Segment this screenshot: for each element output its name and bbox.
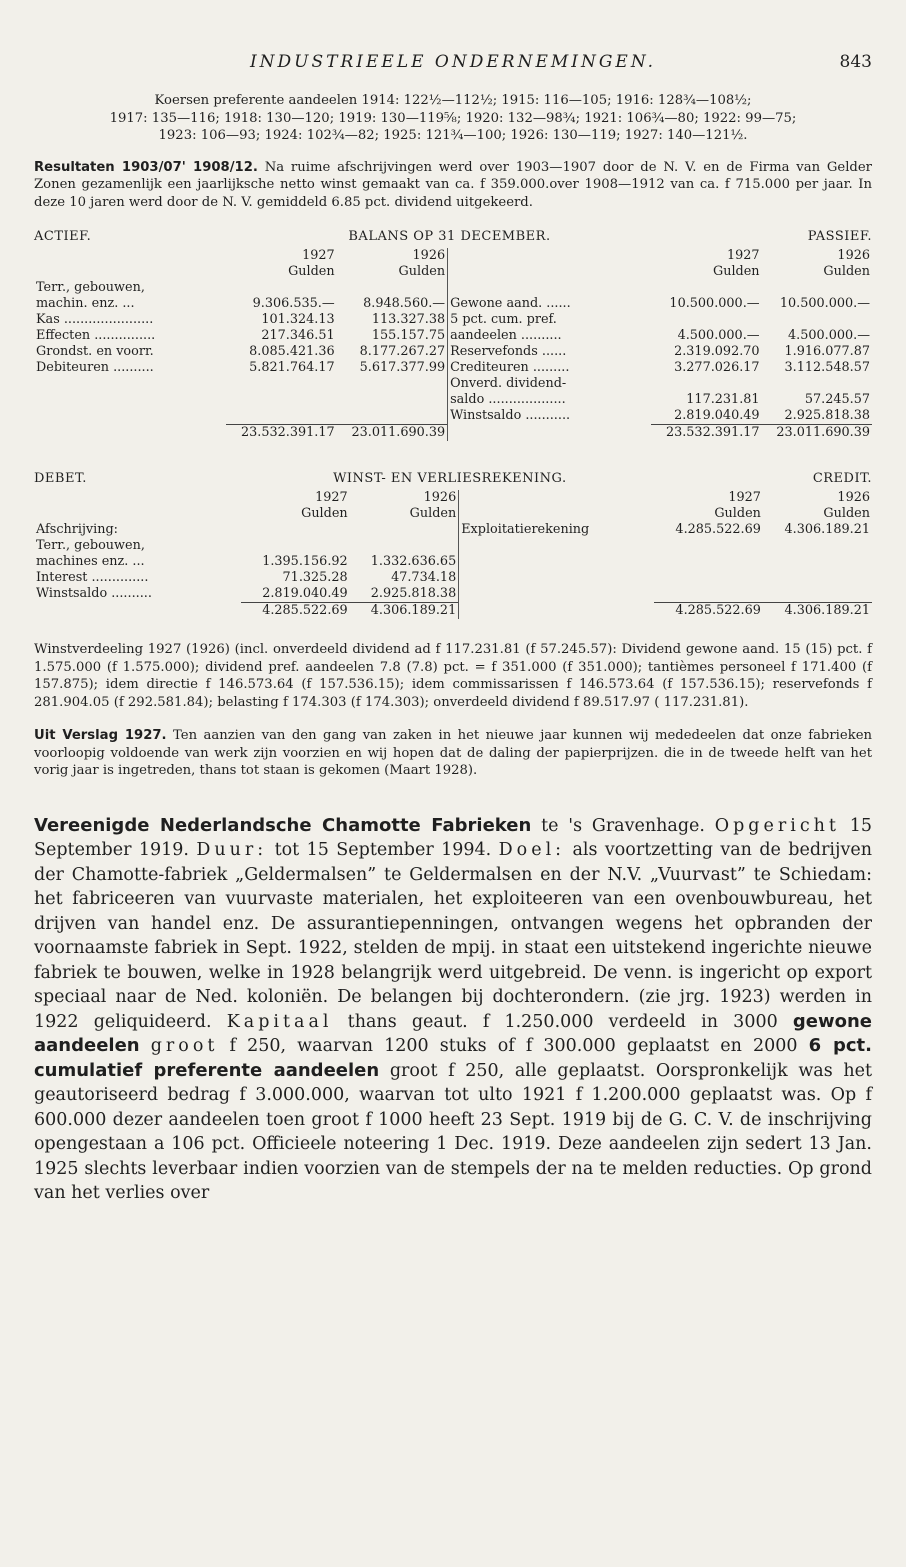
winstverdeeling-paragraph: Winstverdeeling 1927 (1926) (incl. onverdeeld dividend ad f 117.231.81 (f 57.245.57): Dividend gewone aand. 15 (15) pct. f 1.575.000 (f 1.575.000); dividend pref. aandeelen 7.8 (7.8) pct. = f 351.000 (f 351.000); tantièmes personeel f 171.400 (f 157.875); idem directie f 146.573.64 (f 157.536.15); idem commissarissen f 146.573.64 (f 157.536.15); reservefonds f 281.904.05 (f 292.581.84); belasting f 174.303 (f 174.303); onverdeeld dividend f 89.517.97 ( 117.231.81). xyxy=(34,642,872,710)
row-label: machin. enz. ... xyxy=(36,296,135,311)
winst-table xyxy=(34,490,872,619)
balans-rows xyxy=(34,280,872,425)
page-number: 843 xyxy=(839,52,872,72)
unit-label: Gulden xyxy=(288,264,335,279)
row-value-1927 xyxy=(226,392,336,408)
running-title: INDUSTRIEELE ONDERNEMINGEN. xyxy=(249,52,657,72)
balans-row xyxy=(34,280,872,296)
balans-row xyxy=(34,328,872,344)
row-value-1926: 113.327.38 xyxy=(371,312,446,327)
row-value-1926: 8.177.267.27 xyxy=(359,344,446,359)
row-value-1927 xyxy=(651,312,761,328)
year-1927: 1927 xyxy=(315,490,348,505)
row-value-1927 xyxy=(654,570,763,586)
balans-table xyxy=(34,248,872,441)
debet-title: DEBET. xyxy=(34,471,87,486)
row-value-1926 xyxy=(337,376,448,392)
row-value-1927: 2.319.092.70 xyxy=(674,344,760,359)
unit-label: Gulden xyxy=(823,506,870,521)
row-value-1927 xyxy=(226,376,336,392)
gewone-aandeelen: gewone aandeelen xyxy=(34,1010,872,1056)
koersen-line-3: 1923: 106—93; 1924: 102¾—82; 1925: 121¾—100; 1926: 130—119; 1927: 140—121½. xyxy=(158,128,748,143)
row-value-1926 xyxy=(763,538,872,554)
winst-titles xyxy=(34,471,872,486)
company-text-3: tot 15 September 1994. xyxy=(267,840,499,860)
row-value-1927: 101.324.13 xyxy=(261,312,335,327)
row-value-1927: 2.819.040.49 xyxy=(674,408,760,423)
row-label: aandeelen .......... xyxy=(448,328,652,344)
winst-row xyxy=(34,554,872,570)
koersen-line-1: Koersen preferente aandeelen 1914: 122½—112½; 1915: 116—105; 1916: 128¾—108½; xyxy=(154,93,752,108)
debet-total-1926: 4.306.189.21 xyxy=(350,603,459,620)
row-label: Afschrijving: xyxy=(36,522,118,537)
row-value-1927: 117.231.81 xyxy=(686,392,760,407)
actief-total-1926: 23.011.690.39 xyxy=(337,425,448,442)
row-value-1927 xyxy=(226,280,336,296)
row-value-1926 xyxy=(350,538,459,554)
row-value-1926: 1.916.077.87 xyxy=(784,344,870,359)
row-label: Gewone aand. ...... xyxy=(448,296,652,312)
company-text-1: te 's Gravenhage. xyxy=(531,815,715,836)
row-label xyxy=(459,586,654,603)
row-value-1926 xyxy=(762,280,872,296)
row-label: Kas ...................... xyxy=(36,312,154,327)
year-1926: 1926 xyxy=(837,490,870,505)
row-value-1926: 10.500.000.— xyxy=(779,296,870,311)
row-label: machines enz. ... xyxy=(36,554,145,569)
row-value-1926 xyxy=(763,570,872,586)
row-label: Onverd. dividend- xyxy=(448,376,652,392)
actief-title: ACTIEF. xyxy=(34,229,92,244)
winst-rows xyxy=(34,522,872,603)
row-value-1927: 3.277.026.17 xyxy=(674,360,760,375)
duur-label: Duur: xyxy=(196,840,268,860)
company-text-7: groot f 250, alle geplaatst. Oorspronkelijk was het geautoriseerd bedrag f 3.000.000, waarvan tot ulto 1921 f 1.200.000 geplaatst was. Op f 600.000 dezer aandeelen toen groot f 1000 heeft 23 Sept. 1919 bij de G. C. V. de inschrijving opengestaan a 106 pct. Officieele noteering 1 Dec. 1919. Deze aandeelen zijn sedert 13 Jan. 1925 slechts leverbaar indien voorzien van de stempels der na te melden reducties. Op grond van het verlies over xyxy=(34,1060,872,1203)
passief-title: PASSIEF. xyxy=(807,229,872,244)
opgericht-label: Opgericht xyxy=(714,815,840,836)
koersen-block xyxy=(34,92,872,145)
resultaten-text: Na ruime afschrijvingen werd over 1903—1907 door de N. V. en de Firma van Gelder Zonen gezamenlijk een jaarlijksche netto winst gemaakt van ca. f 359.000.over 1908—1912 van ca. f 715.000 per jaar. In deze 10 jaren werd door de N. V. gemiddeld 6.85 pct. dividend uitgekeerd. xyxy=(34,159,872,210)
row-value-1927 xyxy=(654,538,763,554)
row-value-1926 xyxy=(763,554,872,570)
row-value-1927 xyxy=(241,522,350,538)
row-value-1927: 10.500.000.— xyxy=(669,296,760,311)
resultaten-paragraph xyxy=(34,159,872,212)
unit-label: Gulden xyxy=(714,506,761,521)
page xyxy=(0,52,906,1567)
unit-label: Gulden xyxy=(301,506,348,521)
row-label: Interest .............. xyxy=(36,570,149,585)
row-value-1926: 57.245.57 xyxy=(804,392,870,407)
row-value-1927: 4.285.522.69 xyxy=(675,522,761,537)
winst-row xyxy=(34,586,872,603)
winst-row xyxy=(34,522,872,538)
balans-row xyxy=(34,296,872,312)
row-label: saldo ................... xyxy=(448,392,652,408)
balans-row xyxy=(34,312,872,328)
verslag-heading: Uit Verslag 1927. xyxy=(34,728,167,743)
row-label: Winstsaldo ........... xyxy=(448,408,652,425)
verslag-text: Ten aanzien van den gang van zaken in het nieuwe jaar kunnen wij mededeelen dat onze fabrieken voorloopig voldoende van werk zijn voorzien en wij hopen dat de daling der papierprijzen. die in de tweede helft van het vorig jaar is ingetreden, thans tot staan is gekomen (Maart 1928). xyxy=(34,728,872,778)
resultaten-heading: Resultaten 1903/07' 1908/12. xyxy=(34,159,258,175)
row-value-1926 xyxy=(337,280,448,296)
year-1927: 1927 xyxy=(302,248,335,263)
year-1926: 1926 xyxy=(423,490,457,505)
credit-total-1926: 4.306.189.21 xyxy=(763,603,872,620)
row-value-1926: 8.948.560.— xyxy=(363,296,446,311)
row-value-1926 xyxy=(763,586,872,603)
company-paragraph xyxy=(34,814,872,1206)
row-value-1927 xyxy=(651,376,761,392)
row-value-1927 xyxy=(226,408,336,425)
row-value-1926: 2.925.818.38 xyxy=(370,586,457,601)
row-label: Crediteuren ......... xyxy=(448,360,652,376)
row-value-1927: 4.500.000.— xyxy=(677,328,760,343)
unit-label: Gulden xyxy=(712,264,760,279)
row-value-1926 xyxy=(337,408,448,425)
preferente-aandeelen: 6 pct. cumulatief preferente aandeelen xyxy=(34,1035,872,1081)
row-label: Grondst. en voorr. xyxy=(36,344,154,359)
balans-row xyxy=(34,360,872,376)
unit-label: Gulden xyxy=(398,264,446,279)
year-1926: 1926 xyxy=(837,248,870,263)
row-label: Terr., gebouwen, xyxy=(36,538,145,553)
balans-row xyxy=(34,408,872,425)
company-text-5: thans geaut. f 1.250.000 verdeeld in 3000 xyxy=(332,1011,793,1032)
row-value-1926: 155.157.75 xyxy=(371,328,446,343)
row-value-1926: 2.925.818.38 xyxy=(784,408,870,423)
verslag-paragraph xyxy=(34,727,872,780)
row-label: Effecten ............... xyxy=(36,328,156,343)
balans-row xyxy=(34,344,872,360)
row-value-1927: 71.325.28 xyxy=(282,570,348,585)
credit-total-1927: 4.285.522.69 xyxy=(654,603,763,620)
row-value-1926: 1.332.636.65 xyxy=(370,554,457,569)
row-label: Exploitatierekening xyxy=(459,522,654,538)
row-value-1927 xyxy=(654,554,763,570)
debet-total-1927: 4.285.522.69 xyxy=(241,603,350,620)
row-value-1927 xyxy=(241,538,350,554)
row-value-1927 xyxy=(651,280,761,296)
row-label xyxy=(34,408,226,425)
row-value-1926 xyxy=(350,522,459,538)
year-1927: 1927 xyxy=(726,248,760,263)
passief-total-1927: 23.532.391.17 xyxy=(651,425,761,442)
row-label xyxy=(459,570,654,586)
row-value-1927 xyxy=(654,586,763,603)
year-1927: 1927 xyxy=(728,490,761,505)
kapitaal-label: Kapitaal xyxy=(226,1011,333,1032)
row-value-1926: 4.500.000.— xyxy=(788,328,870,343)
row-value-1926: 47.734.18 xyxy=(391,570,457,585)
credit-title: CREDIT. xyxy=(812,471,872,486)
row-label: Winstsaldo .......... xyxy=(36,586,152,601)
row-value-1926 xyxy=(762,312,872,328)
row-value-1927: 8.085.421.36 xyxy=(249,344,335,359)
winst-row xyxy=(34,570,872,586)
row-label xyxy=(448,280,652,296)
row-value-1927: 9.306.535.— xyxy=(252,296,335,311)
balans-title: BALANS OP 31 DECEMBER. xyxy=(348,229,551,244)
row-value-1927: 1.395.156.92 xyxy=(262,554,348,569)
balans-row xyxy=(34,392,872,408)
company-text-2: 15 September 1919. xyxy=(34,815,872,860)
balans-row xyxy=(34,376,872,392)
row-value-1926: 3.112.548.57 xyxy=(784,360,870,375)
row-label xyxy=(34,376,226,392)
row-value-1927: 5.821.764.17 xyxy=(249,360,335,375)
page-header xyxy=(34,52,872,92)
row-label: Terr., gebouwen, xyxy=(36,280,145,295)
row-label: Debiteuren .......... xyxy=(36,360,154,375)
row-value-1926 xyxy=(762,376,872,392)
company-name: Vereenigde Nederlandsche Chamotte Fabrieken xyxy=(34,814,532,836)
row-label xyxy=(459,538,654,554)
company-text-4: als voortzetting van de bedrijven der Chamotte-fabriek „Geldermalsen” te Geldermalsen en der N.V. „Vuurvast” te Schiedam: het fabriceeren van vuurvaste materialen, het exploiteeren van een ovenbouwbureau, het drijven van handel enz. De assurantiepenningen, ontvangen wegens het opbranden der voornaamste fabriek in Sept. 1922, stelden de mpij. in staat een uitstekend ingerichte nieuwe fabriek te bouwen, welke in 1928 belangrijk werd uitgebreid. De venn. is ingericht op export speciaal naar de Ned. koloniën. De belangen bij dochterondern. (zie jrg. 1923) werden in 1922 geliquideerd. xyxy=(34,840,872,1032)
koersen-line-2: 1917: 135—116; 1918: 130—120; 1919: 130—119⅝; 1920: 132—98¾; 1921: 106¾—80; 1922: 99—75; xyxy=(109,110,797,126)
groot-label: groot xyxy=(150,1036,219,1056)
actief-total-1927: 23.532.391.17 xyxy=(226,425,336,442)
company-text-6: f 250, waarvan 1200 stuks of f 300.000 geplaatst en 2000 xyxy=(218,1036,809,1056)
balans-titles xyxy=(34,229,872,244)
row-value-1927: 2.819.040.49 xyxy=(262,586,348,601)
unit-label: Gulden xyxy=(409,506,457,521)
year-1926: 1926 xyxy=(412,248,446,263)
row-value-1927: 217.346.51 xyxy=(261,328,335,343)
winst-title: WINST- EN VERLIESREKENING. xyxy=(333,471,567,486)
row-label xyxy=(34,392,226,408)
row-value-1926 xyxy=(337,392,448,408)
doel-label: Doel: xyxy=(498,840,566,860)
row-label xyxy=(459,554,654,570)
row-value-1926: 4.306.189.21 xyxy=(784,522,870,537)
unit-label: Gulden xyxy=(823,264,870,279)
row-label: 5 pct. cum. pref. xyxy=(448,312,652,328)
row-label: Reservefonds ...... xyxy=(448,344,652,360)
row-value-1926: 5.617.377.99 xyxy=(359,360,446,375)
winst-row xyxy=(34,538,872,554)
passief-total-1926: 23.011.690.39 xyxy=(762,425,872,442)
